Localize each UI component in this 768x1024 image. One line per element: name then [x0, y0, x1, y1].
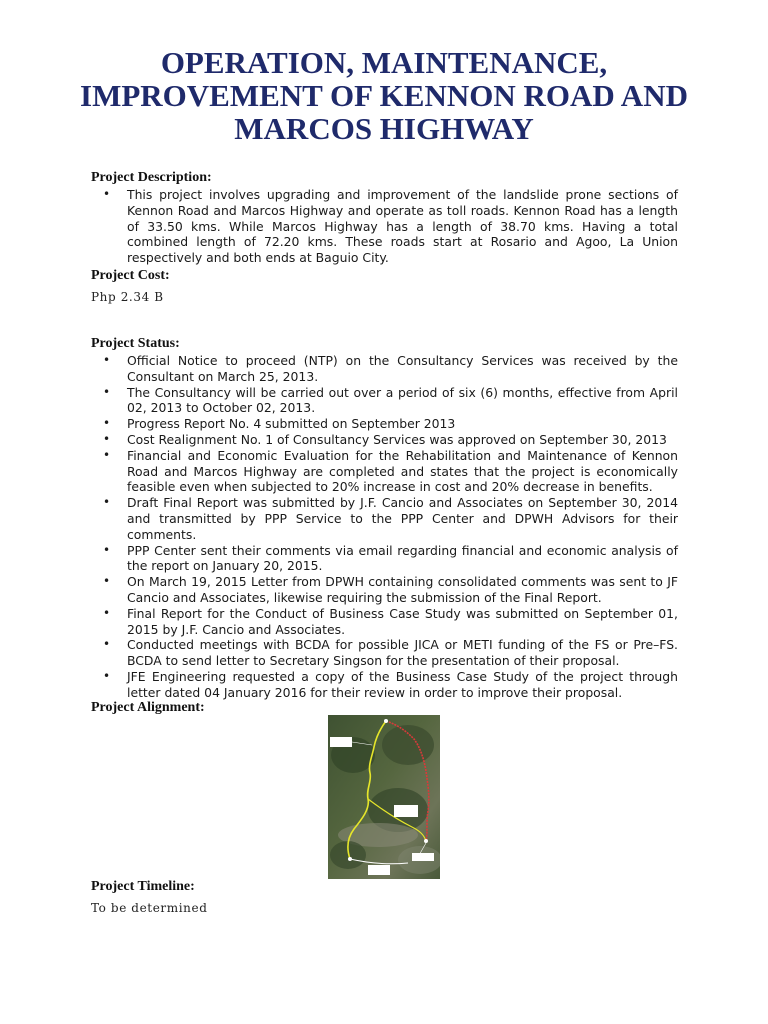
list-item: • PPP Center sent their comments via email regarding financial and economic analysis of the report on January 20, 2015. [91, 543, 678, 575]
project-status-list [91, 353, 678, 701]
project-timeline-value: To be determined [91, 901, 208, 915]
project-description-list [91, 187, 678, 266]
list-item: • The Consultancy will be carried out over a period of six (6) months, effective from April 02, 2013 to October 02, 2013. [91, 385, 678, 417]
list-item: • Final Report for the Conduct of Business Case Study was submitted on September 01, 2015 by J.F. Cancio and Associates. [91, 606, 678, 638]
list-item: • Conducted meetings with BCDA for possible JICA or METI funding of the FS or Pre–FS. BCDA to send letter to Secretary Singson for the presentation of their proposal. [91, 637, 678, 669]
document-title: OPERATION, MAINTENANCE, IMPROVEMENT OF KENNON ROAD AND MARCOS HIGHWAY [80, 45, 688, 146]
project-cost-value: Php 2.34 B [91, 290, 164, 304]
list-item: • On March 19, 2015 Letter from DPWH containing consolidated comments was sent to JF Cancio and Associates, likewise requiring the submission of the Final Report. [91, 574, 678, 606]
list-item: • This project involves upgrading and improvement of the landslide prone sections of Kennon Road and Marcos Highway and operate as toll roads. Kennon Road has a length of 33.50 kms. While Marcos Highway has a length of 38.70 kms. Having a total combined length of 72.20 kms. These roads start at Rosario and Agoo, La Union respectively and both ends at Baguio City. [91, 187, 678, 266]
list-item: • Draft Final Report was submitted by J.F. Cancio and Associates on September 30, 2014 and transmitted by PPP Service to the PPP Center and DPWH Advisors for their comments. [91, 495, 678, 542]
project-timeline-heading: Project Timeline: [91, 879, 195, 894]
project-description-heading: Project Description: [91, 170, 212, 185]
alignment-map-image [328, 715, 440, 879]
list-item: • JFE Engineering requested a copy of the Business Case Study of the project through letter dated 04 January 2016 for their review in order to improve their proposal. [91, 669, 678, 701]
list-item: • Cost Realignment No. 1 of Consultancy Services was approved on September 30, 2013 [91, 432, 678, 448]
list-item: • Official Notice to proceed (NTP) on the Consultancy Services was received by the Consultant on March 25, 2013. [91, 353, 678, 385]
project-status-heading: Project Status: [91, 336, 180, 351]
project-cost-heading: Project Cost: [91, 268, 170, 283]
list-item: • Progress Report No. 4 submitted on September 2013 [91, 416, 678, 432]
satellite-map-icon [328, 715, 440, 879]
list-item: • Financial and Economic Evaluation for the Rehabilitation and Maintenance of Kennon Road and Marcos Highway are completed and states that the project is economically feasible even when subjected to 20% increase in cost and 20% decrease in benefits. [91, 448, 678, 495]
project-alignment-heading: Project Alignment: [91, 700, 205, 715]
